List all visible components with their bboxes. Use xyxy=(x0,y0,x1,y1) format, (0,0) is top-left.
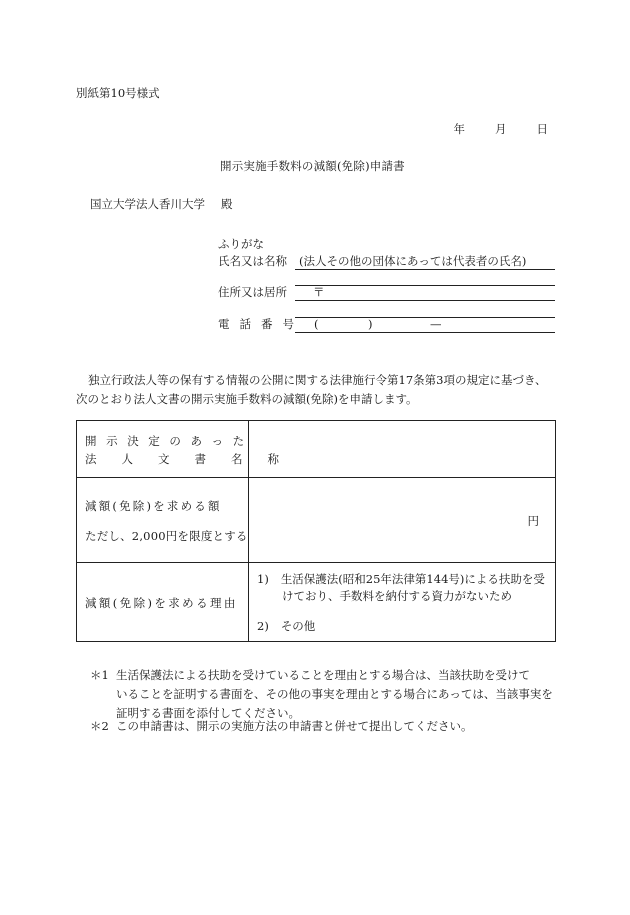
table-row-divider xyxy=(77,477,555,478)
reason-1-number: 1) xyxy=(257,572,269,586)
name-note: (法人その他の団体にあっては代表者の氏名) xyxy=(299,254,527,268)
table-row-divider xyxy=(77,562,555,563)
reduction-reason-label: 減額(免除)を求める理由 xyxy=(85,596,238,610)
address-field-line[interactable] xyxy=(295,300,555,301)
footnote-mark: ＊1 xyxy=(90,668,109,682)
reason-option-1 xyxy=(257,574,545,586)
document-title: 開示実施手数料の減額(免除)申請書 xyxy=(220,159,405,173)
addressee-name: 国立大学法人香川大学 xyxy=(90,197,205,211)
document-name-label-line2: 法人文書名称 xyxy=(85,452,304,466)
postal-mark: 〒 xyxy=(313,285,325,299)
date-day-label: 日 xyxy=(536,122,548,136)
document-name-label: 開示決定のあった xyxy=(85,434,254,448)
name-field-line[interactable] xyxy=(295,269,555,270)
addressee-honorific: 殿 xyxy=(221,197,233,211)
footnote-text-cont: いることを証明する書面を、その他の事実を理由とする場合にあっては、当該事実を証明する書面を添付してください。 xyxy=(116,687,553,720)
footnote xyxy=(90,717,560,736)
reason-option-2 xyxy=(257,621,315,633)
date-year-label: 年 xyxy=(453,122,465,136)
phone-dash: — xyxy=(430,317,442,331)
reason-1-text-cont: けており、手数料を納付する資力がないため xyxy=(282,589,512,603)
footnote-mark: ＊2 xyxy=(90,719,109,733)
name-label: 氏名又は名称 xyxy=(218,254,287,268)
reason-2-text: その他 xyxy=(280,619,316,633)
phone-open-paren: ( xyxy=(314,317,319,331)
name-row xyxy=(218,256,526,268)
footnote-text: この申請書は、開示の実施方法の申請書と併せて提出してください。 xyxy=(116,719,473,733)
address-label: 住所又は居所 xyxy=(218,285,287,299)
reduction-limit-note: ただし、2,000円を限度とする xyxy=(85,529,248,543)
yen-unit: 円 xyxy=(527,514,539,528)
date-month-label: 月 xyxy=(495,122,507,136)
reduction-amount-label: 減額(免除)を求める額 xyxy=(85,499,222,513)
phone-label: 電話番号 xyxy=(218,317,304,331)
form-number: 別紙第10号様式 xyxy=(76,86,160,100)
date-line xyxy=(424,124,549,136)
footnote xyxy=(90,666,560,723)
addressee xyxy=(90,199,233,211)
phone-field-top-line xyxy=(295,317,555,318)
application-statement: 独立行政法人等の保有する情報の公開に関する法律施行令第17条第3項の規定に基づき、次のとおり法人文書の開示実施手数料の減額(免除)を申請します。 xyxy=(76,373,547,406)
reason-1-text: 生活保護法(昭和25年法律第144号)による扶助を受 xyxy=(280,572,545,586)
reason-2-number: 2) xyxy=(257,619,269,633)
furigana-label: ふりがな xyxy=(218,237,264,251)
address-field-top-line xyxy=(295,285,555,286)
application-table xyxy=(76,420,556,642)
footnote-text: 生活保護法による扶助を受けていることを理由とする場合は、当該扶助を受けて xyxy=(116,668,530,682)
phone-field-line[interactable] xyxy=(295,332,555,333)
phone-close-paren: ) xyxy=(368,317,373,331)
